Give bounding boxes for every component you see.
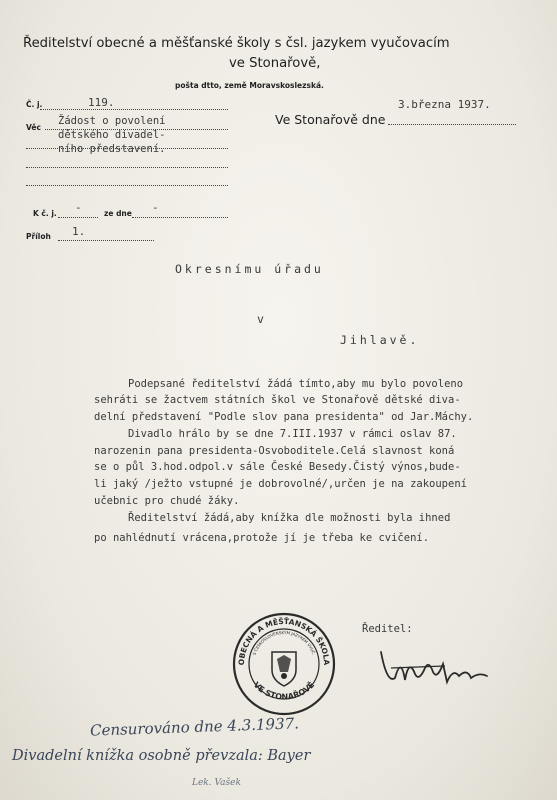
kcj-label: K č. j. — [33, 209, 57, 218]
body-p3-line1: Ředitelství žádá,aby knížka dle možnosti byla ihned — [128, 512, 451, 524]
vec-label: Věc — [26, 123, 41, 132]
vec-line3: ního představení. — [58, 143, 166, 155]
school-stamp — [232, 612, 336, 716]
vec-dotted-4 — [26, 185, 228, 186]
vec-line1: Žádost o povolení — [58, 115, 166, 127]
cislo-label: Č. j. — [26, 100, 43, 109]
place-label: Ve Stonařově dne — [275, 112, 386, 127]
handwritten-censored-note: Censurováno dne 4.3.1937. — [89, 714, 300, 740]
date-dotted-line — [388, 124, 516, 125]
svg-text:VE STONAŘOVĚ — [252, 679, 317, 702]
signature-label: Ředitel: — [362, 623, 413, 635]
handwritten-received-note: Divadelní knížka osobně převzala: Bayer — [12, 748, 311, 764]
kcj-dotted — [58, 217, 98, 218]
body-p2-line2: narozenin pana presidenta-Osvoboditele.Celá slavnost koná — [94, 445, 455, 457]
address-line2: v — [257, 312, 264, 326]
priloh-value: 1. — [72, 225, 86, 238]
stamp-ring-inner: S ČESKOSLOVENSKÝM JAZYKEM VYUČ. — [251, 629, 317, 656]
priloh-label: Příloh — [26, 232, 51, 241]
cislo-dotted-line — [40, 109, 228, 110]
zedne-dotted — [132, 217, 228, 218]
zedne-value: - — [152, 201, 159, 214]
address-line1: Okresnímu úřadu — [175, 262, 324, 276]
handwritten-initial-note: Lek. Vašek — [192, 778, 241, 788]
letterhead-line2: ve Stonařově, — [229, 56, 321, 71]
letterhead-address: pošta dtto, země Moravskoslezská. — [175, 81, 324, 90]
body-p3-line2: po nahlédnutí vrácena,protože jí je třeba ke cvičení. — [94, 532, 430, 544]
body-p1-line3: delní představení "Podle slov pana presidenta" od Jar.Máchy. — [94, 411, 474, 423]
kcj-value: - — [75, 201, 82, 214]
date-value: 3.března 1937. — [398, 98, 491, 111]
director-signature — [375, 638, 495, 698]
body-p2-line5: učebnic pro chudé žáky. — [94, 495, 240, 507]
stamp-ring-top: OBECNÁ A MĚŠŤANSKÁ ŠKOLA — [236, 616, 332, 666]
zedne-label: ze dne — [104, 209, 132, 218]
priloh-dotted — [58, 240, 154, 241]
body-p2-line3: se o půl 3.hod.odpol.v sále České Besedy.Čistý výnos,bude- — [94, 461, 461, 473]
address-line3: Jihlavě. — [340, 333, 420, 347]
body-p2-line4: li jaký /ježto vstupné je dobrovolné/,určen je na zakoupení — [94, 478, 467, 490]
vec-line2: dětského divadel- — [58, 129, 166, 141]
body-p2-line1: Divadlo hrálo by se dne 7.III.1937 v rámci oslav 87. — [128, 428, 457, 440]
cislo-value: 119. — [88, 96, 115, 109]
stamp-seal — [232, 612, 336, 716]
vec-dotted-3 — [26, 167, 228, 168]
letterhead-line1: Ředitelství obecné a měšťanské školy s čsl. jazykem vyučovacím — [23, 36, 450, 51]
stamp-ring-bottom: VE STONAŘOVĚ — [251, 680, 317, 702]
body-p1-line2: sehráti se žactvem státních škol ve Stonařově dětské diva- — [94, 394, 461, 406]
body-p1-line1: Podepsané ředitelství žádá tímto,aby mu bylo povoleno — [128, 378, 464, 390]
